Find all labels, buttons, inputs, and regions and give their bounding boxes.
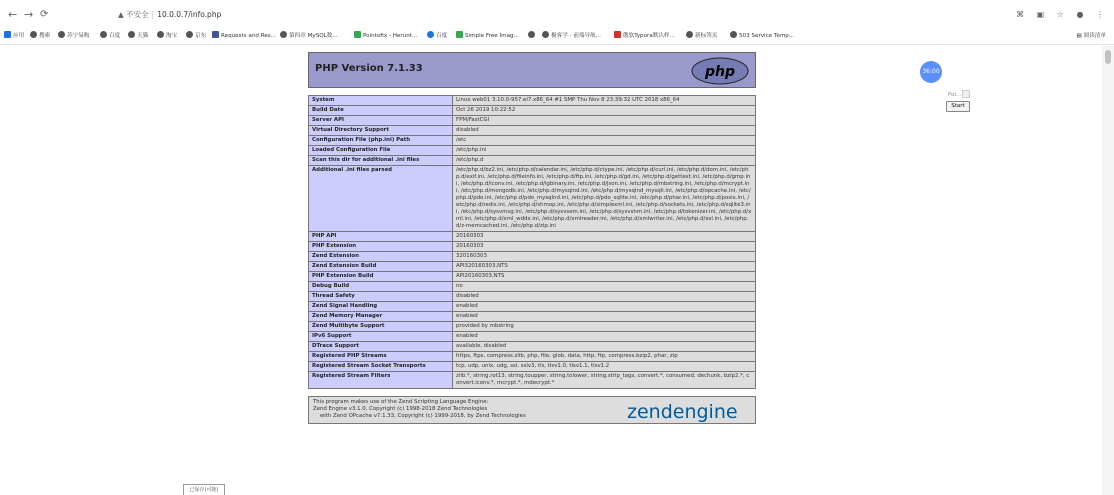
menu-icon[interactable]: ⋮ [1096, 10, 1104, 19]
row-key: Registered PHP Streams [309, 352, 453, 362]
bookmark-item[interactable]: 淘宝 [157, 31, 177, 41]
translate-icon[interactable]: ⌘ [1016, 10, 1025, 19]
svg-text:php: php [704, 64, 736, 80]
row-value: no [453, 282, 756, 292]
row-value: 20160303 [453, 232, 756, 242]
row-value: zlib.*, string.rot13, string.toupper, string.tolower, string.strip_tags, convert.*, consumed, dechunk, bzip2.*, convert.iconv.*, mcrypt.*, mdecrypt.* [453, 372, 756, 389]
row-value: available, disabled [453, 342, 756, 352]
table-row [309, 302, 756, 312]
bookmark-item[interactable]: Requests and Res... [212, 31, 276, 41]
row-value: 320160303 [453, 252, 756, 262]
row-value: /etc/php.d [453, 156, 756, 166]
row-value: provided by mbstring [453, 322, 756, 332]
address-bar [0, 0, 1114, 28]
php-logo-icon [691, 57, 749, 85]
zend-credits: This program makes use of the Zend Scripting Language Engine: Zend Engine v3.1.0, Copyright (c) 1998-2018 Zend Technologies with Zend OPcache v7.1.33, Copyright (c) 1999-2018, by Zend Technologies [313, 399, 526, 419]
bookmark-item[interactable]: 503 Service Temp... [730, 31, 794, 41]
table-row [309, 282, 756, 292]
profile-icon[interactable]: ● [1076, 10, 1084, 19]
reload-icon[interactable]: ⟳ [40, 9, 49, 20]
bookmark-item[interactable]: 天猫 [128, 31, 148, 41]
table-row [309, 322, 756, 332]
url-text: 10.0.0.7/info.php [157, 10, 222, 19]
row-value: /etc [453, 136, 756, 146]
reading-list-icon: ▤ [1076, 33, 1084, 39]
scrollbar-thumb[interactable] [1105, 50, 1111, 64]
bookmark-item[interactable]: 极客学 - 前端导航... [542, 31, 601, 41]
row-key: PHP Extension Build [309, 272, 453, 282]
globe-icon [186, 31, 193, 38]
bookmark-item[interactable]: 新标签页 [686, 31, 717, 41]
bookmarks-bar [0, 28, 1114, 45]
row-key: Zend Signal Handling [309, 302, 453, 312]
table-row [309, 292, 756, 302]
timer-badge[interactable]: 36:00 [920, 61, 942, 83]
globe-icon [157, 31, 164, 38]
row-value: tcp, udp, unix, udg, ssl, sslv3, tls, tlsv1.0, tlsv1.1, tlsv1.2 [453, 362, 756, 372]
table-row [309, 242, 756, 252]
row-key: Zend Extension Build [309, 262, 453, 272]
table-row [309, 362, 756, 372]
table-row [309, 272, 756, 282]
page-icon [212, 31, 219, 38]
warning-icon: ▲ [118, 10, 124, 19]
globe-icon [542, 31, 549, 38]
row-value: Oct 26 2019 10:22:52 [453, 106, 756, 116]
table-row [309, 166, 756, 232]
row-key: Registered Stream Filters [309, 372, 453, 389]
globe-icon [280, 31, 287, 38]
row-key: Zend Extension [309, 252, 453, 262]
bookmark-item[interactable]: 京东 [186, 31, 206, 41]
row-value: https, ftps, compress.zlib, php, file, glob, data, http, ftp, compress.bzip2, phar, zip [453, 352, 756, 362]
insecure-label: 不安全 [126, 10, 149, 19]
poi-checkbox[interactable] [962, 90, 970, 98]
row-value: enabled [453, 302, 756, 312]
row-value: FPM/FastCGI [453, 116, 756, 126]
row-value: /etc/php.ini [453, 146, 756, 156]
row-key: Debug Build [309, 282, 453, 292]
table-row [309, 146, 756, 156]
table-row [309, 126, 756, 136]
bookmark-item[interactable]: 苏宁易购 [58, 31, 89, 41]
globe-icon [30, 31, 37, 38]
globe-icon [100, 31, 107, 38]
row-value: enabled [453, 312, 756, 322]
table-row [309, 262, 756, 272]
bookmark-item[interactable]: 傲软Typora默认样... [614, 31, 675, 41]
php-header [308, 52, 756, 88]
bookmark-item[interactable]: Pointofix - Herunt... [354, 31, 417, 41]
table-row [309, 96, 756, 106]
start-button[interactable]: Start [946, 101, 970, 112]
bookmark-item[interactable]: Simple Free Imag... [456, 31, 519, 41]
poi-field[interactable]: Poi... [948, 90, 970, 99]
table-row [309, 232, 756, 242]
row-key: Loaded Configuration File [309, 146, 453, 156]
svg-text:zendengine: zendengine [627, 401, 738, 422]
row-key: System [309, 96, 453, 106]
zend-box [308, 396, 756, 424]
zend-logo-icon [627, 400, 751, 422]
toolbar-icons [1006, 9, 1104, 21]
row-key: Zend Memory Manager [309, 312, 453, 322]
bookmark-item[interactable] [528, 31, 537, 41]
baidu-icon [427, 31, 434, 38]
row-key: Additional .ini files parsed [309, 166, 453, 232]
row-key: Scan this dir for additional .ini files [309, 156, 453, 166]
row-key: Server API [309, 116, 453, 126]
table-row [309, 342, 756, 352]
bookmark-item[interactable]: 百度 [427, 31, 447, 41]
row-value: Linux web01 3.10.0-957.el7.x86_64 #1 SMP Thu Nov 8 23:39:32 UTC 2018 x86_64 [453, 96, 756, 106]
star-icon[interactable]: ☆ [1056, 10, 1064, 19]
row-key: PHP Extension [309, 242, 453, 252]
globe-icon [686, 31, 693, 38]
pointofix-icon [354, 31, 361, 38]
row-key: Thread Safety [309, 292, 453, 302]
globe-icon [58, 31, 65, 38]
table-row [309, 352, 756, 362]
table-row [309, 372, 756, 389]
url-field[interactable]: ▲ 不安全 | 10.0.0.7/info.php [118, 10, 222, 19]
forward-icon[interactable]: → [24, 8, 34, 21]
row-key: Zend Multibyte Support [309, 322, 453, 332]
row-key: PHP API [309, 232, 453, 242]
apps-icon [4, 31, 11, 38]
typora-icon [614, 31, 621, 38]
bar-chart-icon [456, 31, 463, 38]
row-value: 20160303 [453, 242, 756, 252]
bottom-tab[interactable]: 已保存(可拖) [183, 484, 225, 495]
row-key: IPv6 Support [309, 332, 453, 342]
page-title: PHP Version 7.1.33 [315, 63, 423, 74]
table-row [309, 106, 756, 116]
table-row [309, 156, 756, 166]
bookmark-apps[interactable]: 应用 [4, 31, 24, 41]
row-value: API20160303,NTS [453, 272, 756, 282]
row-value: disabled [453, 126, 756, 136]
bookmark-item[interactable]: 搜索 [30, 31, 50, 41]
row-key: Build Date [309, 106, 453, 116]
globe-icon [528, 31, 535, 38]
globe-icon [730, 31, 737, 38]
row-value: API320160303,NTS [453, 262, 756, 272]
row-key: Registered Stream Socket Transports [309, 362, 453, 372]
bookmark-item[interactable]: 第四章 MySQL数... [280, 31, 338, 41]
table-row [309, 136, 756, 146]
info-table [308, 95, 756, 389]
back-icon[interactable]: ← [8, 8, 18, 21]
table-row [309, 312, 756, 322]
table-row [309, 252, 756, 262]
bookmark-item[interactable]: 百度 [100, 31, 120, 41]
table-row [309, 332, 756, 342]
extension-icon[interactable]: ▣ [1036, 10, 1045, 19]
row-value: enabled [453, 332, 756, 342]
globe-icon [128, 31, 135, 38]
table-row [309, 116, 756, 126]
row-key: Virtual Directory Support [309, 126, 453, 136]
row-value: /etc/php.d/bz2.ini, /etc/php.d/calendar.ini, /etc/php.d/ctype.ini, /etc/php.d/curl.ini, /etc/php.d/dom.ini, /etc/php.d/exif.ini, /etc/php.d/fileinfo.ini, /etc/php.d/ftp.ini, /etc/php.d/gd.ini, /etc/php.d/gettext.ini, /etc/php.d/gmp.ini, /etc/php.d/iconv.ini, /etc/php.d/igbinary.ini, /etc/php.d/json.ini, /etc/php.d/mbstring.ini, /etc/php.d/mcrypt.ini, /etc/php.d/mongodb.ini, /etc/php.d/mysqlnd.ini, /etc/php.d/mysqlnd_mysqli.ini, /etc/php.d/opcache.ini, /etc/php.d/pdo.ini, /etc/php.d/pdo_mysqlnd.ini, /etc/php.d/pdo_sqlite.ini, /etc/php.d/phar.ini, /etc/php.d/posix.ini, /etc/php.d/redis.ini, /etc/php.d/shmop.ini, /etc/php.d/simplexml.ini, /etc/php.d/sockets.ini, /etc/php.d/sqlite3.ini, /etc/php.d/sysvmsg.ini, /etc/php.d/sysvsem.ini, /etc/php.d/sysvshm.ini, /etc/php.d/tokenizer.ini, /etc/php.d/xml.ini, /etc/php.d/xml_wddx.ini, /etc/php.d/xmlreader.ini, /etc/php.d/xmlwriter.ini, /etc/php.d/xsl.ini, /etc/php.d/z-memcached.ini, /etc/php.d/zip.ini [453, 166, 756, 232]
scrollbar[interactable] [1102, 46, 1114, 495]
row-key: Configuration File (php.ini) Path [309, 136, 453, 146]
reading-list[interactable]: ▤ 阅读清单 [1076, 33, 1106, 39]
phpinfo-page [308, 52, 756, 424]
row-key: DTrace Support [309, 342, 453, 352]
row-value: disabled [453, 292, 756, 302]
